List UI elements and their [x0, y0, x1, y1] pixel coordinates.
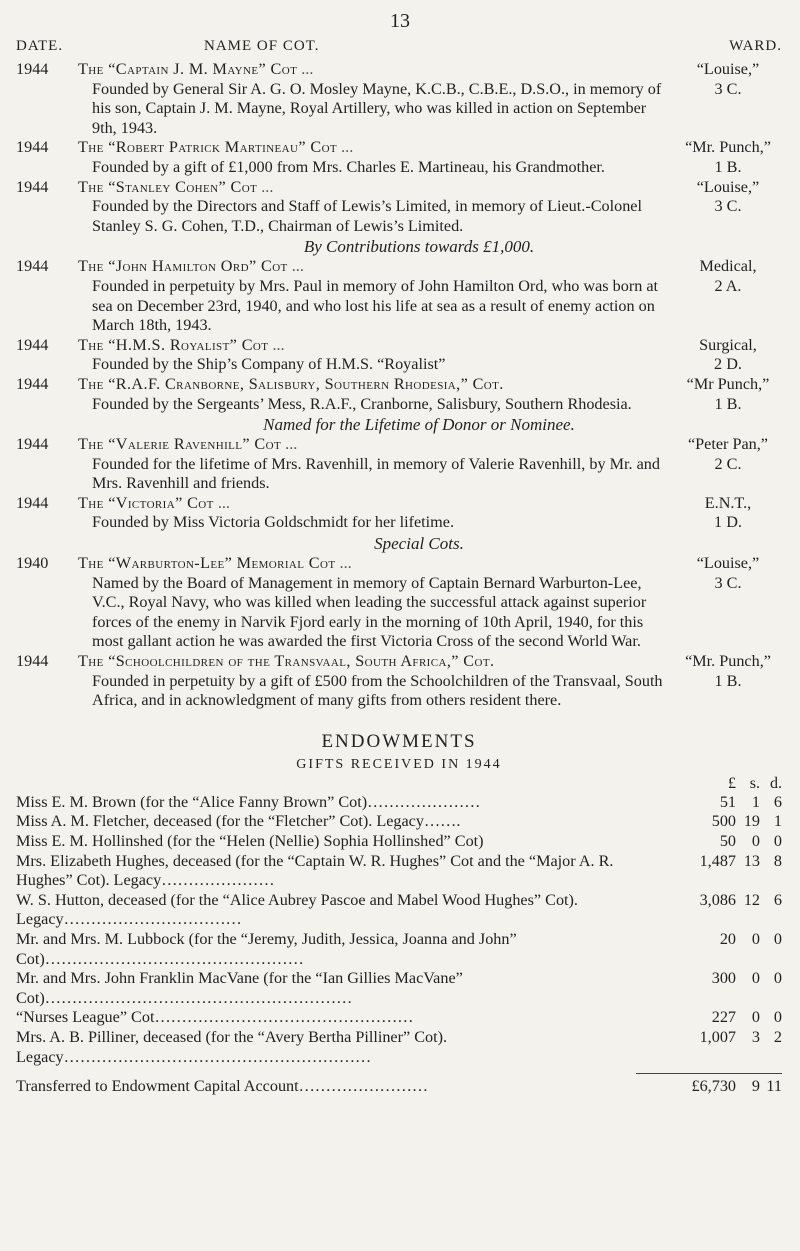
ward-cell [674, 336, 782, 375]
column-headers [16, 38, 782, 60]
gift-shillings: 1 [751, 792, 760, 811]
cot-title: The “Schoolchildren of the Transvaal, South Africa,” Cot. [78, 652, 495, 671]
cot-description: Founded by a gift of £1,000 from Mrs. Charles E. Martineau, his Grandmother. [92, 157, 605, 176]
gift-row [16, 812, 782, 832]
cot-title: The “John Hamilton Ord” Cot [78, 257, 288, 276]
total-row [16, 1073, 782, 1096]
cot-entry [16, 652, 782, 711]
gift-pence: 0 [773, 832, 782, 850]
entry-year: 1944 [16, 435, 49, 454]
cot-title: The “Warburton-Lee” Memorial Cot [78, 554, 336, 573]
gifts-subtitle: GIFTS RECEIVED IN 1944 [296, 756, 502, 772]
ward-number: 2 C. [714, 454, 742, 473]
ward-cell [674, 494, 782, 533]
endowments-title: ENDOWMENTS [321, 730, 477, 752]
gift-pounds: 1,007 [699, 1027, 736, 1046]
cot-entry [16, 336, 782, 375]
gift-description: W. S. Hutton, deceased (for the “Alice Aubrey Pascoe and Mabel Wood Hughes” Cot). Legacy…………………………… [16, 890, 578, 929]
ward-name: “Mr. Punch,” [685, 138, 771, 157]
gift-pence: 6 [773, 890, 782, 909]
gift-shillings: 13 [743, 851, 760, 870]
cot-description: Founded by the Ship’s Company of H.M.S. “Royalist” [92, 355, 446, 374]
entry-year: 1944 [16, 374, 49, 393]
gift-description: Mr. and Mrs. John Franklin MacVane (for the “Ian Gillies MacVane” Cot)………………………………………………… [16, 969, 463, 1007]
ward-name: Medical, [699, 257, 757, 276]
total-pence: 11 [760, 1073, 782, 1096]
ward-cell [674, 60, 782, 138]
gift-shillings: 19 [743, 812, 760, 831]
entry-year: 1944 [16, 652, 49, 671]
gift-row [16, 852, 782, 891]
section-heading: Special Cots. [374, 534, 464, 554]
pence-header: d. [770, 774, 782, 792]
cot-entry [16, 138, 782, 177]
cot-description: Founded by the Sergeants’ Mess, R.A.F., Cranborne, Salisbury, Southern Rhodesia. [92, 394, 632, 413]
cot-description: Founded by Miss Victoria Goldschmidt for her lifetime. [92, 513, 454, 532]
ward-name: “Louise,” [696, 60, 760, 78]
gift-shillings: 0 [751, 969, 760, 988]
dot-leader: ... [337, 138, 354, 157]
gift-row [16, 793, 782, 813]
gift-description: Mr. and Mrs. M. Lubbock (for the “Jeremy, Judith, Jessica, Joanna and John” Cot)………………………………………… [16, 929, 517, 968]
ward-number: 2 A. [714, 276, 742, 295]
ward-cell [674, 435, 782, 494]
gift-row [16, 891, 782, 930]
gift-pence: 0 [773, 969, 782, 988]
cot-title: The “Captain J. M. Mayne” Cot [78, 60, 298, 78]
cot-title: The “Robert Patrick Martineau” Cot [78, 138, 338, 157]
ward-cell [674, 375, 782, 414]
shillings-header: s. [749, 774, 760, 792]
gift-description: Miss E. M. Brown (for the “Alice Fanny Brown” Cot)………………… [16, 792, 481, 811]
gift-description: Mrs. Elizabeth Hughes, deceased (for the “Captain W. R. Hughes” Cot and the “Major A. R. Hughes” Cot). Legacy………………… [16, 851, 614, 890]
gift-row [16, 1008, 782, 1028]
entry-body [78, 336, 674, 375]
pounds-header: £ [728, 774, 736, 792]
cot-entry [16, 435, 782, 494]
ward-number: 1 B. [714, 671, 742, 690]
gift-shillings: 0 [751, 832, 760, 850]
dot-leader: ... [268, 335, 285, 354]
gift-description: Miss E. M. Hollinshed (for the “Helen (Nellie) Sophia Hollinshed” Cot) [16, 832, 484, 850]
gift-description: “Nurses League” Cot………………………………………… [16, 1008, 414, 1027]
ward-name: “Peter Pan,” [687, 435, 768, 454]
ward-cell [674, 178, 782, 237]
entry-body [78, 494, 674, 533]
entry-year: 1944 [16, 138, 49, 157]
ward-name: “Louise,” [696, 554, 760, 573]
gift-pounds: 500 [711, 812, 736, 831]
entry-year: 1944 [16, 257, 49, 276]
ward-column-header: WARD. [729, 38, 782, 54]
cot-entry [16, 375, 782, 414]
entry-body [78, 178, 674, 237]
ward-cell [674, 257, 782, 335]
gift-pounds: 20 [719, 929, 736, 948]
cot-list [16, 60, 782, 1096]
cot-entry [16, 494, 782, 533]
name-column-header: NAME OF COT. [204, 38, 320, 54]
gift-description: Miss A. M. Fletcher, deceased (for the “Fletcher” Cot). Legacy……. [16, 812, 461, 831]
cot-title: The “Stanley Cohen” Cot [78, 177, 258, 196]
ward-cell [674, 652, 782, 711]
ward-number: 3 C. [714, 573, 742, 592]
entry-body [78, 138, 674, 177]
cot-entry [16, 257, 782, 335]
ward-number: 1 D. [714, 513, 742, 532]
cot-description: Founded for the lifetime of Mrs. Ravenhill, in memory of Valerie Ravenhill, by Mr. and Mrs. Ravenhill and friends. [92, 454, 660, 493]
total-pounds: £6,730 [636, 1073, 736, 1096]
entry-year: 1944 [16, 60, 49, 78]
date-column-header: DATE. [16, 38, 64, 54]
ward-number: 3 C. [714, 79, 742, 98]
cot-title: The “Valerie Ravenhill” Cot [78, 435, 282, 454]
cot-entry [16, 554, 782, 652]
gift-pence: 2 [773, 1027, 782, 1046]
gift-pence: 6 [773, 792, 782, 811]
ward-name: “Louise,” [696, 177, 760, 196]
page-number: 13 [390, 10, 410, 32]
section-heading: Named for the Lifetime of Donor or Nominee. [263, 415, 575, 435]
dot-leader: ... [213, 493, 230, 512]
cot-title: The “Victoria” Cot [78, 493, 214, 512]
cot-description: Founded by General Sir A. G. O. Mosley Mayne, K.C.B., C.B.E., D.S.O., in memory of his son, Captain J. M. Mayne, Royal Artillery, who was killed in action on September 9th, 1943. [92, 79, 662, 137]
cot-description: Founded by the Directors and Staff of Lewis’s Limited, in memory of Lieut.-Colonel Stanley S. G. Cohen, T.D., Chairman of Lewis’s Limited. [92, 197, 642, 235]
ward-number: 3 C. [714, 197, 742, 216]
entry-body [78, 435, 674, 494]
gift-row [16, 930, 782, 969]
gift-shillings: 3 [751, 1027, 760, 1046]
ward-cell [674, 554, 782, 652]
gift-pounds: 227 [711, 1008, 736, 1027]
ward-number: 1 B. [714, 394, 742, 413]
dot-leader: ... [297, 60, 314, 78]
entry-body [78, 375, 674, 414]
gift-row [16, 1028, 782, 1067]
gift-pence: 0 [773, 1008, 782, 1027]
gift-description: Mrs. A. B. Pilliner, deceased (for the “Avery Bertha Pilliner” Cot). Legacy………………………………………………… [16, 1027, 448, 1066]
entry-year: 1944 [16, 335, 49, 354]
cot-description: Founded in perpetuity by a gift of £500 from the Schoolchildren of the Transvaal, South Africa, and in acknowledgment of many gifts from others resident there. [92, 671, 663, 710]
entry-body [78, 60, 674, 138]
cot-entry [16, 60, 782, 138]
gift-shillings: 0 [751, 1008, 760, 1027]
dot-leader: ... [287, 257, 304, 276]
ward-number: 2 D. [714, 355, 742, 374]
cot-title: The “R.A.F. Cranborne, Salisbury, Southern Rhodesia,” Cot. [78, 374, 504, 393]
gift-pounds: 50 [719, 832, 736, 850]
cot-title: The “H.M.S. Royalist” Cot [78, 335, 269, 354]
ward-number: 1 B. [714, 157, 742, 176]
cot-description: Named by the Board of Management in memory of Captain Bernard Warburton-Lee, V.C., Royal Navy, who was killed when leading the successful attack against superior forces of the enemy in Narvik Fjord early in the morning of 10th April, 1940, for this most gallant action he was awarded the first Victoria Cross of the second World War. [92, 573, 647, 651]
section-heading: By Contributions towards £1,000. [303, 237, 535, 257]
ward-name: “Mr Punch,” [686, 374, 770, 393]
gift-pence: 8 [773, 851, 782, 870]
cot-entry [16, 178, 782, 237]
currency-headers [16, 775, 782, 793]
entry-body [78, 652, 674, 711]
ward-name: Surgical, [699, 335, 757, 354]
ward-name: “Mr. Punch,” [685, 652, 771, 671]
entry-body [78, 257, 674, 335]
gift-row [16, 832, 782, 852]
gift-pounds: 3,086 [699, 890, 736, 909]
entry-year: 1940 [16, 554, 49, 573]
dot-leader: ... [335, 554, 352, 573]
entry-year: 1944 [16, 177, 49, 196]
gift-pounds: 1,487 [699, 851, 736, 870]
spacer [16, 775, 636, 793]
gift-row [16, 969, 782, 1008]
gift-shillings: 0 [751, 929, 760, 948]
gift-pounds: 300 [711, 969, 736, 988]
total-description: Transferred to Endowment Capital Account…………………… [16, 1077, 429, 1096]
gift-pence: 0 [773, 929, 782, 948]
gift-pounds: 51 [719, 792, 736, 811]
gift-shillings: 12 [743, 890, 760, 909]
ward-cell [674, 138, 782, 177]
total-shillings: 9 [736, 1073, 760, 1096]
cot-description: Founded in perpetuity by Mrs. Paul in memory of John Hamilton Ord, who was born at sea on December 23rd, 1940, and who lost his life at sea as a result of enemy action on March 18th, 1943. [92, 276, 659, 335]
ward-name: E.N.T., [704, 493, 752, 512]
dot-leader: ... [257, 177, 274, 196]
dot-leader: ... [281, 435, 298, 454]
entry-body [78, 554, 674, 652]
entry-year: 1944 [16, 493, 49, 512]
gift-pence: 1 [773, 812, 782, 831]
